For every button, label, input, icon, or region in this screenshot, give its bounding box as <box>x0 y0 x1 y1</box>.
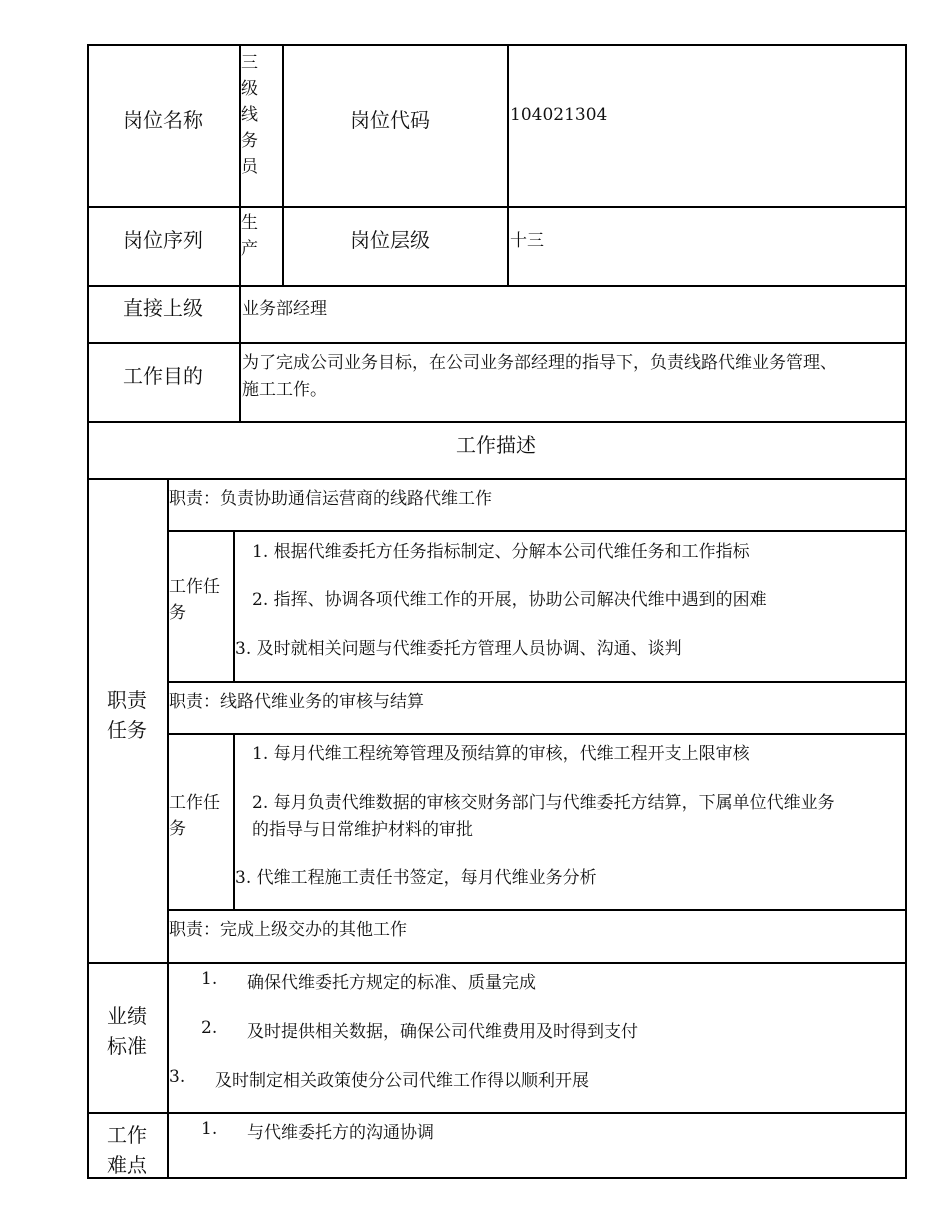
row-divider <box>87 421 907 423</box>
performance-item-number: 3. <box>169 1067 186 1087</box>
purpose-text-line2: 施工工作。 <box>242 380 327 400</box>
column-divider <box>233 530 235 683</box>
table-border <box>87 1177 907 1179</box>
duty-title: 职责：负责协助通信运营商的线路代维工作 <box>169 489 492 509</box>
difficulty-label-line2: 难点 <box>107 1153 147 1177</box>
table-border <box>87 44 89 1179</box>
table-border <box>905 44 907 1179</box>
row-divider <box>87 206 907 208</box>
task-label-line1: 工作任 <box>169 793 220 813</box>
supervisor-label: 直接上级 <box>123 296 203 320</box>
row-divider <box>87 962 907 964</box>
row-divider <box>87 478 907 480</box>
performance-item: 及时制定相关政策使分公司代维工作得以顺利开展 <box>215 1071 589 1091</box>
duty-title: 职责：完成上级交办的其他工作 <box>169 920 407 940</box>
task-label-line2: 务 <box>169 819 186 839</box>
row-divider <box>87 285 907 287</box>
performance-item: 确保代维委托方规定的标准、质量完成 <box>247 973 536 993</box>
task-item: 2. 每月负责代维数据的审核交财务部门与代维委托方结算，下属单位代维业务 <box>252 793 835 813</box>
difficulty-item-number: 1. <box>201 1119 218 1139</box>
row-divider <box>167 530 907 532</box>
performance-label-line2: 标准 <box>107 1034 147 1058</box>
row-divider <box>167 909 907 911</box>
difficulty-label-line1: 工作 <box>107 1123 147 1147</box>
task-item: 2. 指挥、协调各项代维工作的开展，协助公司解决代维中遇到的困难 <box>252 590 767 610</box>
performance-item-number: 1. <box>201 969 218 989</box>
task-item: 3. 及时就相关问题与代维委托方管理人员协调、沟通、谈判 <box>235 639 682 659</box>
difficulty-item: 与代维委托方的沟通协调 <box>247 1123 434 1143</box>
column-divider <box>282 44 284 287</box>
duties-side-label-line1: 职责 <box>107 688 147 712</box>
performance-label-line1: 业绩 <box>107 1004 147 1028</box>
supervisor-value: 业务部经理 <box>242 299 327 319</box>
position-series-value: 生产 <box>241 213 258 259</box>
purpose-label: 工作目的 <box>123 364 203 388</box>
position-level-label: 岗位层级 <box>350 228 430 252</box>
position-code-value: 104021304 <box>510 105 608 125</box>
column-divider <box>507 44 509 287</box>
purpose-text-line1: 为了完成公司业务目标，在公司业务部经理的指导下，负责线路代维业务管理、 <box>242 353 837 373</box>
position-code-label: 岗位代码 <box>350 108 430 132</box>
performance-item: 及时提供相关数据，确保公司代维费用及时得到支付 <box>247 1022 638 1042</box>
row-divider <box>167 681 907 683</box>
description-title: 工作描述 <box>456 433 536 457</box>
duties-side-label-line2: 任务 <box>107 718 147 742</box>
table-border <box>87 44 907 46</box>
position-series-label: 岗位序列 <box>123 228 203 252</box>
row-divider <box>87 342 907 344</box>
row-divider <box>87 1112 907 1114</box>
duty-title: 职责：线路代维业务的审核与结算 <box>169 692 424 712</box>
task-item: 1. 每月代维工程统筹管理及预结算的审核，代维工程开支上限审核 <box>252 744 750 764</box>
performance-item-number: 2. <box>201 1018 218 1038</box>
row-divider <box>167 733 907 735</box>
position-level-value: 十三 <box>510 231 544 251</box>
task-item: 3. 代维工程施工责任书签定，每月代维业务分析 <box>235 868 597 888</box>
position-name-label: 岗位名称 <box>123 108 203 132</box>
task-item-continued: 的指导与日常维护材料的审批 <box>252 820 473 840</box>
position-name-value: 三级线务员 <box>241 53 258 177</box>
task-item: 1. 根据代维委托方任务指标制定、分解本公司代维任务和工作指标 <box>252 542 750 562</box>
task-label-line2: 务 <box>169 603 186 623</box>
task-label-line1: 工作任 <box>169 577 220 597</box>
